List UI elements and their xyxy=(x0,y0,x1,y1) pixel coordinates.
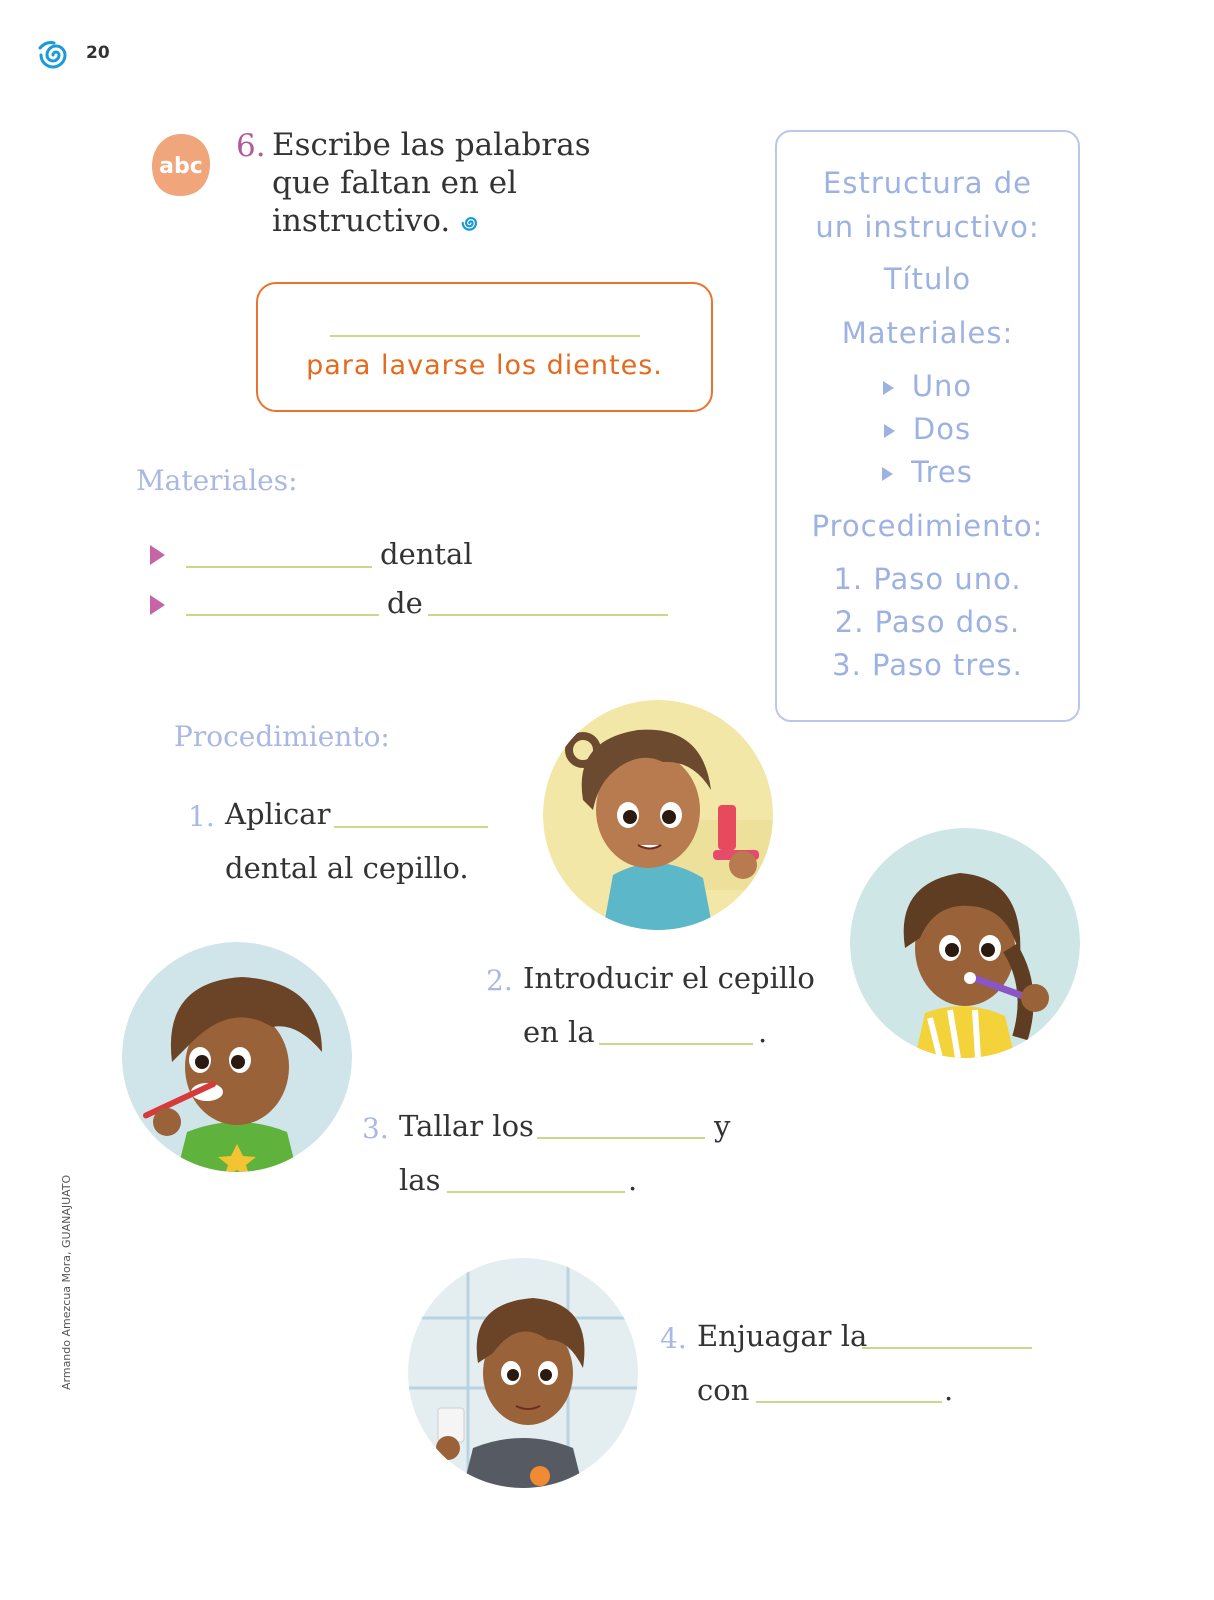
structure-item-2 xyxy=(775,412,1080,446)
step-3-text-b: las xyxy=(399,1163,441,1197)
structure-item-1 xyxy=(775,369,1080,403)
structure-step-3: 3. Paso tres. xyxy=(832,648,1023,682)
spiral-icon xyxy=(36,38,76,72)
step-1-text-b: dental al cepillo. xyxy=(225,851,469,885)
spiral-icon xyxy=(460,213,482,233)
structure-item-1-text: Uno xyxy=(911,369,973,403)
structure-heading-line-2: un instructivo: xyxy=(815,210,1040,244)
triangle-bullet-icon xyxy=(883,381,894,395)
material-1-blank[interactable] xyxy=(186,566,372,568)
boy-rinsing-illustration xyxy=(408,1258,638,1488)
structure-procedimiento: Procedimiento: xyxy=(811,509,1044,543)
step-3-blank-b[interactable] xyxy=(447,1191,625,1193)
step-4-number: 4. xyxy=(660,1322,687,1355)
step-2-end: . xyxy=(758,1015,768,1049)
structure-step-1: 1. Paso uno. xyxy=(833,562,1022,596)
activity-number: 6. xyxy=(236,128,266,164)
step-1-number: 1. xyxy=(188,800,215,833)
procedure-label: Procedimiento: xyxy=(174,720,390,753)
title-blank[interactable] xyxy=(330,335,640,337)
triangle-bullet-icon xyxy=(150,545,165,565)
abc-badge-icon xyxy=(150,132,212,198)
structure-item-3 xyxy=(775,455,1080,489)
step-2-text-a: Introducir el cepillo xyxy=(523,961,815,995)
structure-step-2: 2. Paso dos. xyxy=(834,605,1021,639)
material-2-word: de xyxy=(387,586,423,620)
step-1-text-a: Aplicar xyxy=(225,797,331,831)
material-2-blank-b[interactable] xyxy=(428,614,668,616)
step-2-text-b: en la xyxy=(523,1015,595,1049)
step-2-number: 2. xyxy=(486,964,513,997)
instruction-line-2: que faltan en el xyxy=(272,165,518,201)
instruction-line-3 xyxy=(272,202,632,240)
step-4-blank-b[interactable] xyxy=(756,1401,942,1403)
triangle-bullet-icon xyxy=(150,595,165,615)
instruction-line-1: Escribe las palabras xyxy=(272,127,591,163)
step-3-blank-a[interactable] xyxy=(537,1137,705,1139)
boy-brushing-illustration xyxy=(122,942,352,1172)
girl-brushing-illustration xyxy=(850,828,1080,1058)
step-3-number: 3. xyxy=(362,1112,389,1145)
step-1-blank[interactable] xyxy=(334,826,488,828)
step-4-end: . xyxy=(944,1373,954,1407)
structure-item-2-text: Dos xyxy=(912,412,972,446)
page-number: 20 xyxy=(86,43,110,63)
structure-materiales: Materiales: xyxy=(841,316,1014,350)
triangle-bullet-icon xyxy=(882,467,893,481)
triangle-bullet-icon xyxy=(884,424,895,438)
material-1-word: dental xyxy=(380,537,473,571)
materials-label: Materiales: xyxy=(136,464,298,497)
step-2-blank[interactable] xyxy=(599,1043,753,1045)
step-4-text-a: Enjuagar la xyxy=(697,1319,868,1353)
illustrator-credit: Armando Amezcua Mora, GUANAJUATO xyxy=(60,1174,73,1390)
instruction-line-3-text: instructivo. xyxy=(272,203,451,239)
girl-applying-toothpaste-illustration xyxy=(543,700,773,930)
title-box xyxy=(256,282,713,412)
step-3-mid: y xyxy=(714,1109,731,1143)
title-box-text: para lavarse los dientes. xyxy=(306,350,663,381)
step-4-blank-a[interactable] xyxy=(862,1347,1032,1349)
step-3-text-a: Tallar los xyxy=(399,1109,534,1143)
material-2-blank-a[interactable] xyxy=(186,614,379,616)
structure-item-3-text: Tres xyxy=(911,455,973,489)
structure-heading-line-1: Estructura de xyxy=(823,166,1032,200)
structure-titulo: Título xyxy=(883,262,972,296)
activity-instruction xyxy=(272,126,632,240)
step-4-text-b: con xyxy=(697,1373,750,1407)
abc-badge-text: abc xyxy=(159,154,203,179)
step-3-end: . xyxy=(628,1163,638,1197)
